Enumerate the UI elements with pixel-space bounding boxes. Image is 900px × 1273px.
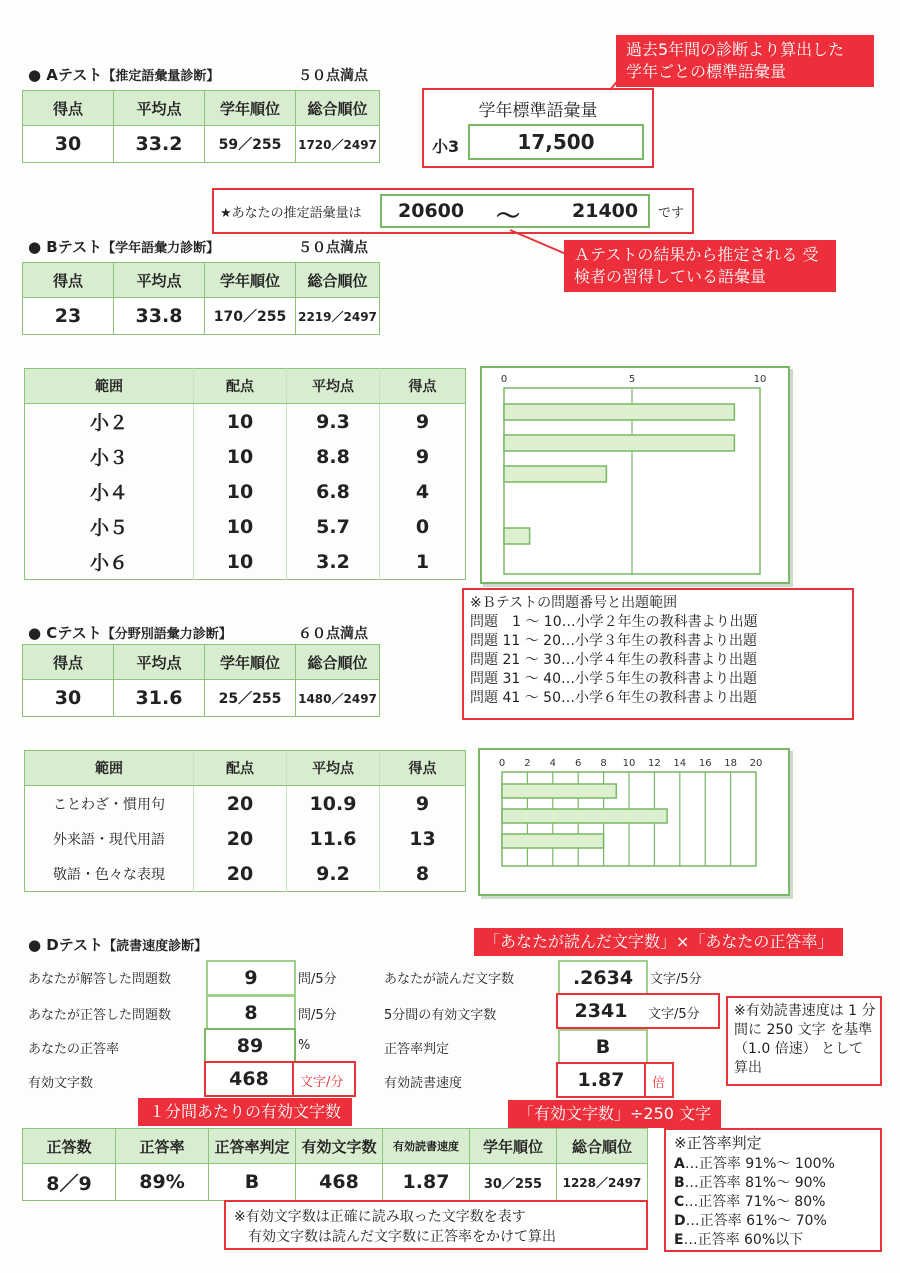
table-row: 敬語・色々な表現 20 9.2 8 — [25, 856, 466, 892]
d-effective-value: 468 — [206, 1063, 294, 1095]
tick-label: 2 — [524, 758, 531, 769]
formula-note: 「あなたが読んだ文字数」×「あなたの正答率」 — [474, 928, 843, 956]
standard-value: 17,500 — [468, 124, 644, 160]
d-footnote-box: ※有効文字数は正確に読み取った文字数を表す 有効文字数は読んだ文字数に正答率をかけて算出 — [224, 1200, 648, 1250]
note-b-line: 問題 31 〜 40…小学５年生の教科書より出題 — [470, 671, 757, 687]
range-c-table: 範囲 配点 平均点 得点 ことわざ・慣用句 20 10.9 9 外来語・現代用語 20 11.6 13 敬語・色々な表現 20 9.2 8 — [24, 750, 466, 892]
tick-label: 4 — [549, 758, 556, 769]
range-b-table: 範囲 配点 平均点 得点 小２ 10 9.3 9 小３ 10 8.8 9 小４ 10 6.8 4 小５ 10 5.7 0 小６ 10 3.2 1 — [24, 368, 466, 580]
d-label: 5分間の有効文字数 — [384, 1008, 497, 1023]
speed-expl-box: ※有効読書速度は 1 分間に 250 文字 を基準（1.0 倍速） として算出 — [726, 996, 882, 1086]
d-label: 正答率判定 — [384, 1042, 450, 1057]
note-b-line: 問題 11 〜 20…小学３年生の教科書より出題 — [470, 633, 757, 649]
test-c-title: ● Cテスト【分野別語彙力診断】 ６０点満点 — [28, 624, 368, 642]
d-effective-5min-value: 2341 — [556, 993, 646, 1029]
per-min-note: １分間あたりの有効文字数 — [138, 1098, 352, 1126]
test-a-title: ● Aテスト【推定語彙量診断】 ５０点満点 — [28, 66, 368, 84]
judge-row: D…正答率 61%〜 70% — [674, 1213, 827, 1229]
tick-label: 10 — [753, 374, 767, 385]
bar — [502, 784, 616, 798]
judge-row: E…正答率 60%以下 — [674, 1232, 804, 1248]
test-c-table: 得点 平均点 学年順位 総合順位 30 31.6 25／255 1480／2497 — [22, 644, 380, 717]
standard-title: 学年標準語彙量 — [478, 101, 598, 121]
tick-label: 8 — [600, 758, 607, 769]
bar — [504, 404, 734, 420]
standard-note: 過去5年間の診断より算出した 学年ごとの標準語彙量 — [616, 35, 874, 87]
tick-label: 18 — [724, 758, 737, 769]
test-d-title: ● Dテスト【読書速度診断】 — [28, 936, 208, 954]
bar — [502, 834, 604, 848]
table-row: ことわざ・慣用句 20 10.9 9 — [25, 786, 466, 822]
d-label: あなたの正答率 — [28, 1042, 120, 1057]
note-b-line: 問題 41 〜 50…小学６年生の教科書より出題 — [470, 690, 757, 706]
d-effective-5min-unit-box: 文字/5分 — [642, 993, 720, 1029]
judge-row: C…正答率 71%〜 80% — [674, 1194, 826, 1210]
judge-row: A…正答率 91%〜 100% — [674, 1156, 835, 1172]
judge-row: B…正答率 81%〜 90% — [674, 1175, 826, 1191]
estimate-range: 20600 〜 21400 — [380, 194, 650, 228]
table-row: 小３ 10 8.8 9 — [25, 439, 466, 474]
table-row: 小２ 10 9.3 9 — [25, 404, 466, 440]
d-answered-value: 9 — [206, 960, 296, 996]
d-label: あなたが解答した問題数 — [28, 972, 172, 987]
tick-label: 6 — [575, 758, 582, 769]
note-b-title: ※Ｂテストの問題番号と出題範囲 — [470, 595, 678, 611]
table-row: 小４ 10 6.8 4 — [25, 474, 466, 509]
speed-note: 「有効文字数」÷250 文字 — [508, 1100, 721, 1128]
tick-label: 0 — [500, 374, 508, 385]
note-b-box — [462, 588, 854, 720]
d-read-value: .2634 — [558, 960, 648, 996]
d-label: あなたが正答した問題数 — [28, 1008, 172, 1023]
note-b-line: 問題 1 〜 10…小学２年生の教科書より出題 — [470, 614, 758, 630]
tick-label: 16 — [698, 758, 712, 769]
note-b-line: 問題 21 〜 30…小学４年生の教科書より出題 — [470, 652, 757, 668]
tick-label: 5 — [628, 374, 636, 385]
estimate-note: Ａテストの結果から推定される 受検者の習得している語彙量 — [564, 240, 836, 292]
table-row: 小６ 10 3.2 1 — [25, 544, 466, 580]
d-label: あなたが読んだ文字数 — [384, 972, 515, 987]
d-judge-value: B — [558, 1029, 648, 1065]
table-row: 小５ 10 5.7 0 — [25, 509, 466, 544]
tick-label: 0 — [498, 758, 506, 769]
d-speed-value: 1.87 — [558, 1064, 646, 1096]
chart-c-svg — [480, 750, 788, 894]
test-b-title: ● Bテスト【学年語彙力診断】 ５０点満点 — [28, 238, 368, 256]
d-correct-value: 8 — [206, 995, 296, 1031]
table-row: 外来語・現代用語 20 11.6 13 — [25, 821, 466, 856]
tick-label: 12 — [648, 758, 661, 769]
bar — [504, 528, 530, 544]
test-a-table: 得点 平均点 学年順位 総合順位 30 33.2 59／255 1720／2497 — [22, 90, 380, 163]
d-label: 有効文字数 — [28, 1076, 94, 1091]
d-effective-box: 468 文字/分 — [204, 1061, 356, 1097]
d-speed-box: 1.87 倍 — [556, 1062, 674, 1098]
chart-b-svg — [482, 368, 788, 582]
standard-pointer — [580, 78, 640, 92]
d-label: 有効読書速度 — [384, 1076, 463, 1091]
tick-label: 20 — [749, 758, 763, 769]
tick-label: 14 — [673, 758, 687, 769]
chart-b — [480, 366, 790, 584]
d-rate-value: 89 — [204, 1028, 296, 1064]
bar — [504, 466, 606, 482]
bar — [502, 809, 667, 823]
chart-c — [478, 748, 790, 896]
estimate-box: ★あなたの推定語彙量は 20600 〜 21400 です — [212, 188, 694, 234]
d-summary-table: 正答数 正答率 正答率判定 有効文字数 有効読書速度 学年順位 総合順位 8／9 89% B 468 1.87 30／255 1228／2497 — [22, 1128, 648, 1201]
tick-label: 10 — [622, 758, 636, 769]
test-b-table: 得点 平均点 学年順位 総合順位 23 33.8 170／255 2219／2497 — [22, 262, 380, 335]
judge-box: ※正答率判定 A…正答率 91%〜 100% B…正答率 81%〜 90% C…正答率 71%〜 80% D…正答率 61%〜 70% E…正答率 60%以下 — [664, 1128, 882, 1252]
bar — [504, 435, 734, 451]
estimate-pointer — [500, 228, 570, 258]
standard-box — [422, 88, 654, 168]
standard-grade: 小3 — [432, 137, 460, 156]
